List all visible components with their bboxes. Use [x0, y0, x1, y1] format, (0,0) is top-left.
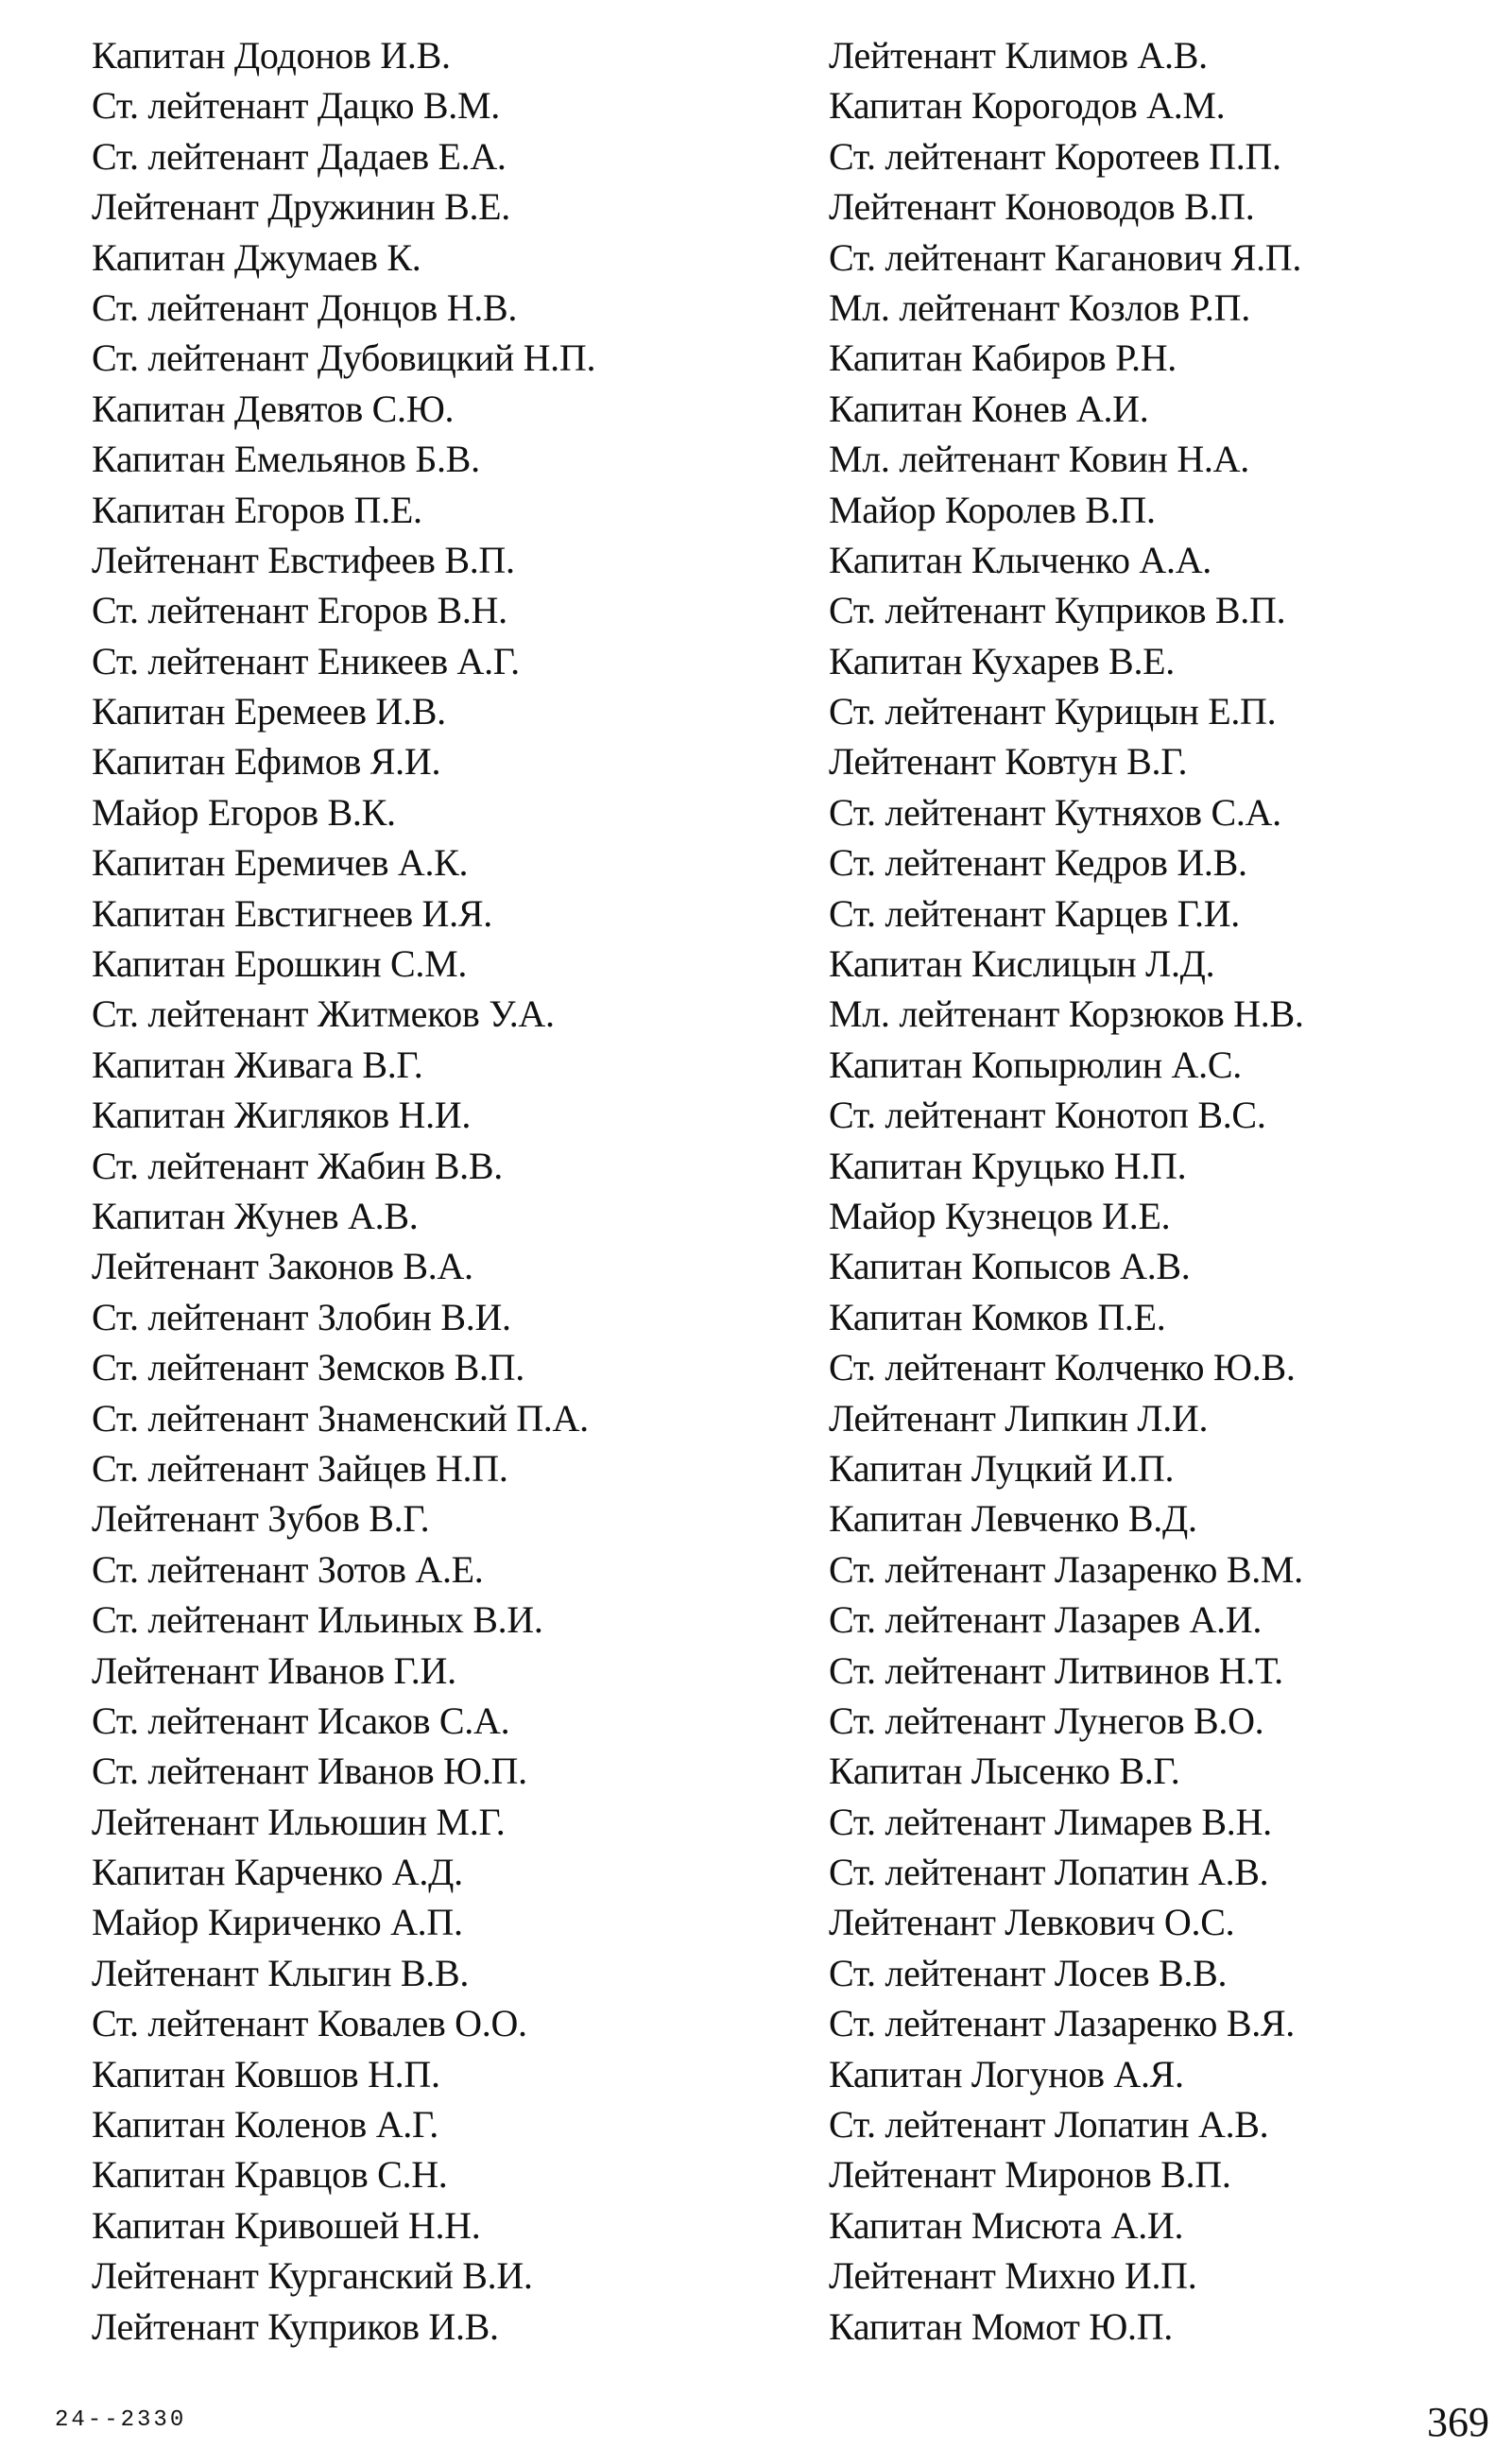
name-entry: Лейтенант Клыгин В.В. [92, 1951, 470, 1994]
name-entry: Ст. лейтенант Дацко В.М. [92, 84, 500, 128]
name-entry: Капитан Луцкий И.П. [829, 1446, 1175, 1490]
name-entry: Ст. лейтенант Лопатин А.В. [829, 2103, 1269, 2147]
name-entry: Ст. лейтенант Знаменский П.А. [92, 1396, 589, 1440]
name-entry: Капитан Кухарев В.Е. [829, 639, 1175, 682]
name-entry: Майор Кузнецов И.Е. [829, 1194, 1171, 1237]
name-entry: Мл. лейтенант Корзюков Н.В. [829, 992, 1304, 1036]
name-entry: Ст. лейтенант Ковалев О.О. [92, 2002, 527, 2045]
name-entry: Капитан Круцько Н.П. [829, 1144, 1187, 1187]
name-entry: Ст. лейтенант Карцев Г.И. [829, 891, 1240, 935]
name-entry: Лейтенант Ильюшин М.Г. [92, 1800, 506, 1843]
name-entry: Лейтенант Коноводов В.П. [829, 185, 1255, 229]
name-entry: Ст. лейтенант Лазарев А.И. [829, 1598, 1263, 1642]
name-entry: Капитан Копысов А.В. [829, 1245, 1191, 1288]
name-entry: Ст. лейтенант Лазаренко В.Я. [829, 2002, 1295, 2045]
name-entry: Капитан Девятов С.Ю. [92, 387, 455, 430]
name-entry: Капитан Кислицын Л.Д. [829, 942, 1215, 986]
name-entry: Ст. лейтенант Дубовицкий Н.П. [92, 336, 596, 380]
name-entry: Ст. лейтенант Зайцев Н.П. [92, 1446, 508, 1490]
name-entry: Ст. лейтенант Литвинов Н.Т. [829, 1648, 1283, 1692]
name-entry: Ст. лейтенант Лопатин А.В. [829, 1851, 1269, 1894]
name-entry: Лейтенант Куприков И.В. [92, 2304, 499, 2348]
name-entry: Лейтенант Миронов В.П. [829, 2153, 1231, 2197]
name-entry: Капитан Джумаев К. [92, 235, 421, 279]
name-entry: Ст. лейтенант Еникеев А.Г. [92, 639, 520, 682]
name-entry: Капитан Егоров П.Е. [92, 488, 422, 531]
name-entry: Лейтенант Иванов Г.И. [92, 1648, 456, 1692]
name-entry: Ст. лейтенант Злобин В.И. [92, 1295, 511, 1338]
name-entry: Ст. лейтенант Курицын Е.П. [829, 690, 1277, 733]
name-entry: Капитан Момот Ю.П. [829, 2304, 1173, 2348]
name-entry: Капитан Ерошкин С.М. [92, 942, 468, 986]
name-entry: Капитан Левченко В.Д. [829, 1497, 1197, 1541]
name-entry: Лейтенант Курганский В.И. [92, 2254, 533, 2298]
name-entry: Ст. лейтенант Куприков В.П. [829, 589, 1286, 632]
name-entry: Ст. лейтенант Лосев В.В. [829, 1951, 1228, 1994]
name-entry: Ст. лейтенант Коротеев П.П. [829, 134, 1281, 178]
name-entry: Капитан Клыченко А.А. [829, 538, 1211, 581]
name-entry: Капитан Кравцов С.Н. [92, 2153, 448, 2197]
name-entry: Майор Егоров В.К. [92, 790, 396, 834]
name-entry: Лейтенант Михно И.П. [829, 2254, 1197, 2298]
name-entry: Лейтенант Ковтун В.Г. [829, 740, 1188, 784]
name-entry: Ст. лейтенант Кедров И.В. [829, 841, 1247, 885]
name-entry: Капитан Еремичев А.К. [92, 841, 469, 885]
name-entry: Ст. лейтенант Иванов Ю.П. [92, 1750, 527, 1793]
name-entry: Ст. лейтенант Житмеков У.А. [92, 992, 555, 1036]
name-entry: Капитан Живага В.Г. [92, 1043, 423, 1086]
name-entry: Капитан Копырюлин А.С. [829, 1043, 1242, 1086]
printer-signature: 24--2330 [55, 2407, 187, 2433]
name-entry: Капитан Логунов А.Я. [829, 2052, 1184, 2095]
name-entry: Майор Кириченко А.П. [92, 1901, 463, 1944]
name-entry: Лейтенант Зубов В.Г. [92, 1497, 430, 1541]
name-entry: Капитан Емельянов Б.В. [92, 438, 480, 481]
name-entry: Капитан Жунев А.В. [92, 1194, 419, 1237]
name-entry: Ст. лейтенант Донцов Н.В. [92, 285, 518, 329]
name-entry: Ст. лейтенант Конотоп В.С. [829, 1094, 1266, 1137]
left-name-column [92, 30, 791, 2352]
name-entry: Капитан Ковшов Н.П. [92, 2052, 440, 2095]
name-entry: Ст. лейтенант Кутняхов С.А. [829, 790, 1281, 834]
name-entry: Ст. лейтенант Дадаев Е.А. [92, 134, 507, 178]
name-entry: Капитан Мисюта А.И. [829, 2203, 1184, 2247]
name-entry: Капитан Коленов А.Г. [92, 2103, 438, 2147]
name-entry: Ст. лейтенант Жабин В.В. [92, 1144, 503, 1187]
name-entry: Лейтенант Климов А.В. [829, 34, 1208, 77]
right-name-column [829, 30, 1490, 2352]
name-entry: Ст. лейтенант Исаков С.А. [92, 1699, 510, 1742]
name-entry: Капитан Лысенко В.Г. [829, 1750, 1180, 1793]
name-entry: Мл. лейтенант Ковин Н.А. [829, 438, 1249, 481]
name-entry: Капитан Жигляков Н.И. [92, 1094, 472, 1137]
name-entry: Лейтенант Дружинин В.Е. [92, 185, 511, 229]
name-entry: Ст. лейтенант Колченко Ю.В. [829, 1346, 1296, 1389]
name-entry: Капитан Конев А.И. [829, 387, 1149, 430]
name-entry: Ст. лейтенант Лимарев В.Н. [829, 1800, 1272, 1843]
name-entry: Капитан Комков П.Е. [829, 1295, 1166, 1338]
name-entry: Капитан Кривошей Н.Н. [92, 2203, 481, 2247]
name-entry: Капитан Додонов И.В. [92, 34, 451, 77]
name-entry: Капитан Евстигнеев И.Я. [92, 891, 492, 935]
page-number: 369 [1427, 2399, 1489, 2445]
name-entry: Ст. лейтенант Егоров В.Н. [92, 589, 507, 632]
name-entry: Лейтенант Липкин Л.И. [829, 1396, 1209, 1440]
name-entry: Капитан Корогодов А.М. [829, 84, 1226, 128]
name-entry: Ст. лейтенант Ильиных В.И. [92, 1598, 543, 1642]
name-entry: Лейтенант Левкович О.С. [829, 1901, 1235, 1944]
name-entry: Капитан Карченко А.Д. [92, 1851, 463, 1894]
name-entry: Капитан Кабиров Р.Н. [829, 336, 1177, 380]
name-entry: Лейтенант Евстифеев В.П. [92, 538, 515, 581]
name-entry: Капитан Ефимов Я.И. [92, 740, 441, 784]
name-entry: Ст. лейтенант Зотов А.Е. [92, 1547, 484, 1591]
name-entry: Ст. лейтенант Лунегов В.О. [829, 1699, 1264, 1742]
name-entry: Капитан Еремеев И.В. [92, 690, 446, 733]
name-entry: Ст. лейтенант Лазаренко В.М. [829, 1547, 1303, 1591]
name-entry: Ст. лейтенант Земсков В.П. [92, 1346, 524, 1389]
name-entry: Лейтенант Законов В.А. [92, 1245, 473, 1288]
name-entry: Мл. лейтенант Козлов Р.П. [829, 285, 1250, 329]
name-entry: Ст. лейтенант Каганович Я.П. [829, 235, 1302, 279]
name-entry: Майор Королев В.П. [829, 488, 1156, 531]
